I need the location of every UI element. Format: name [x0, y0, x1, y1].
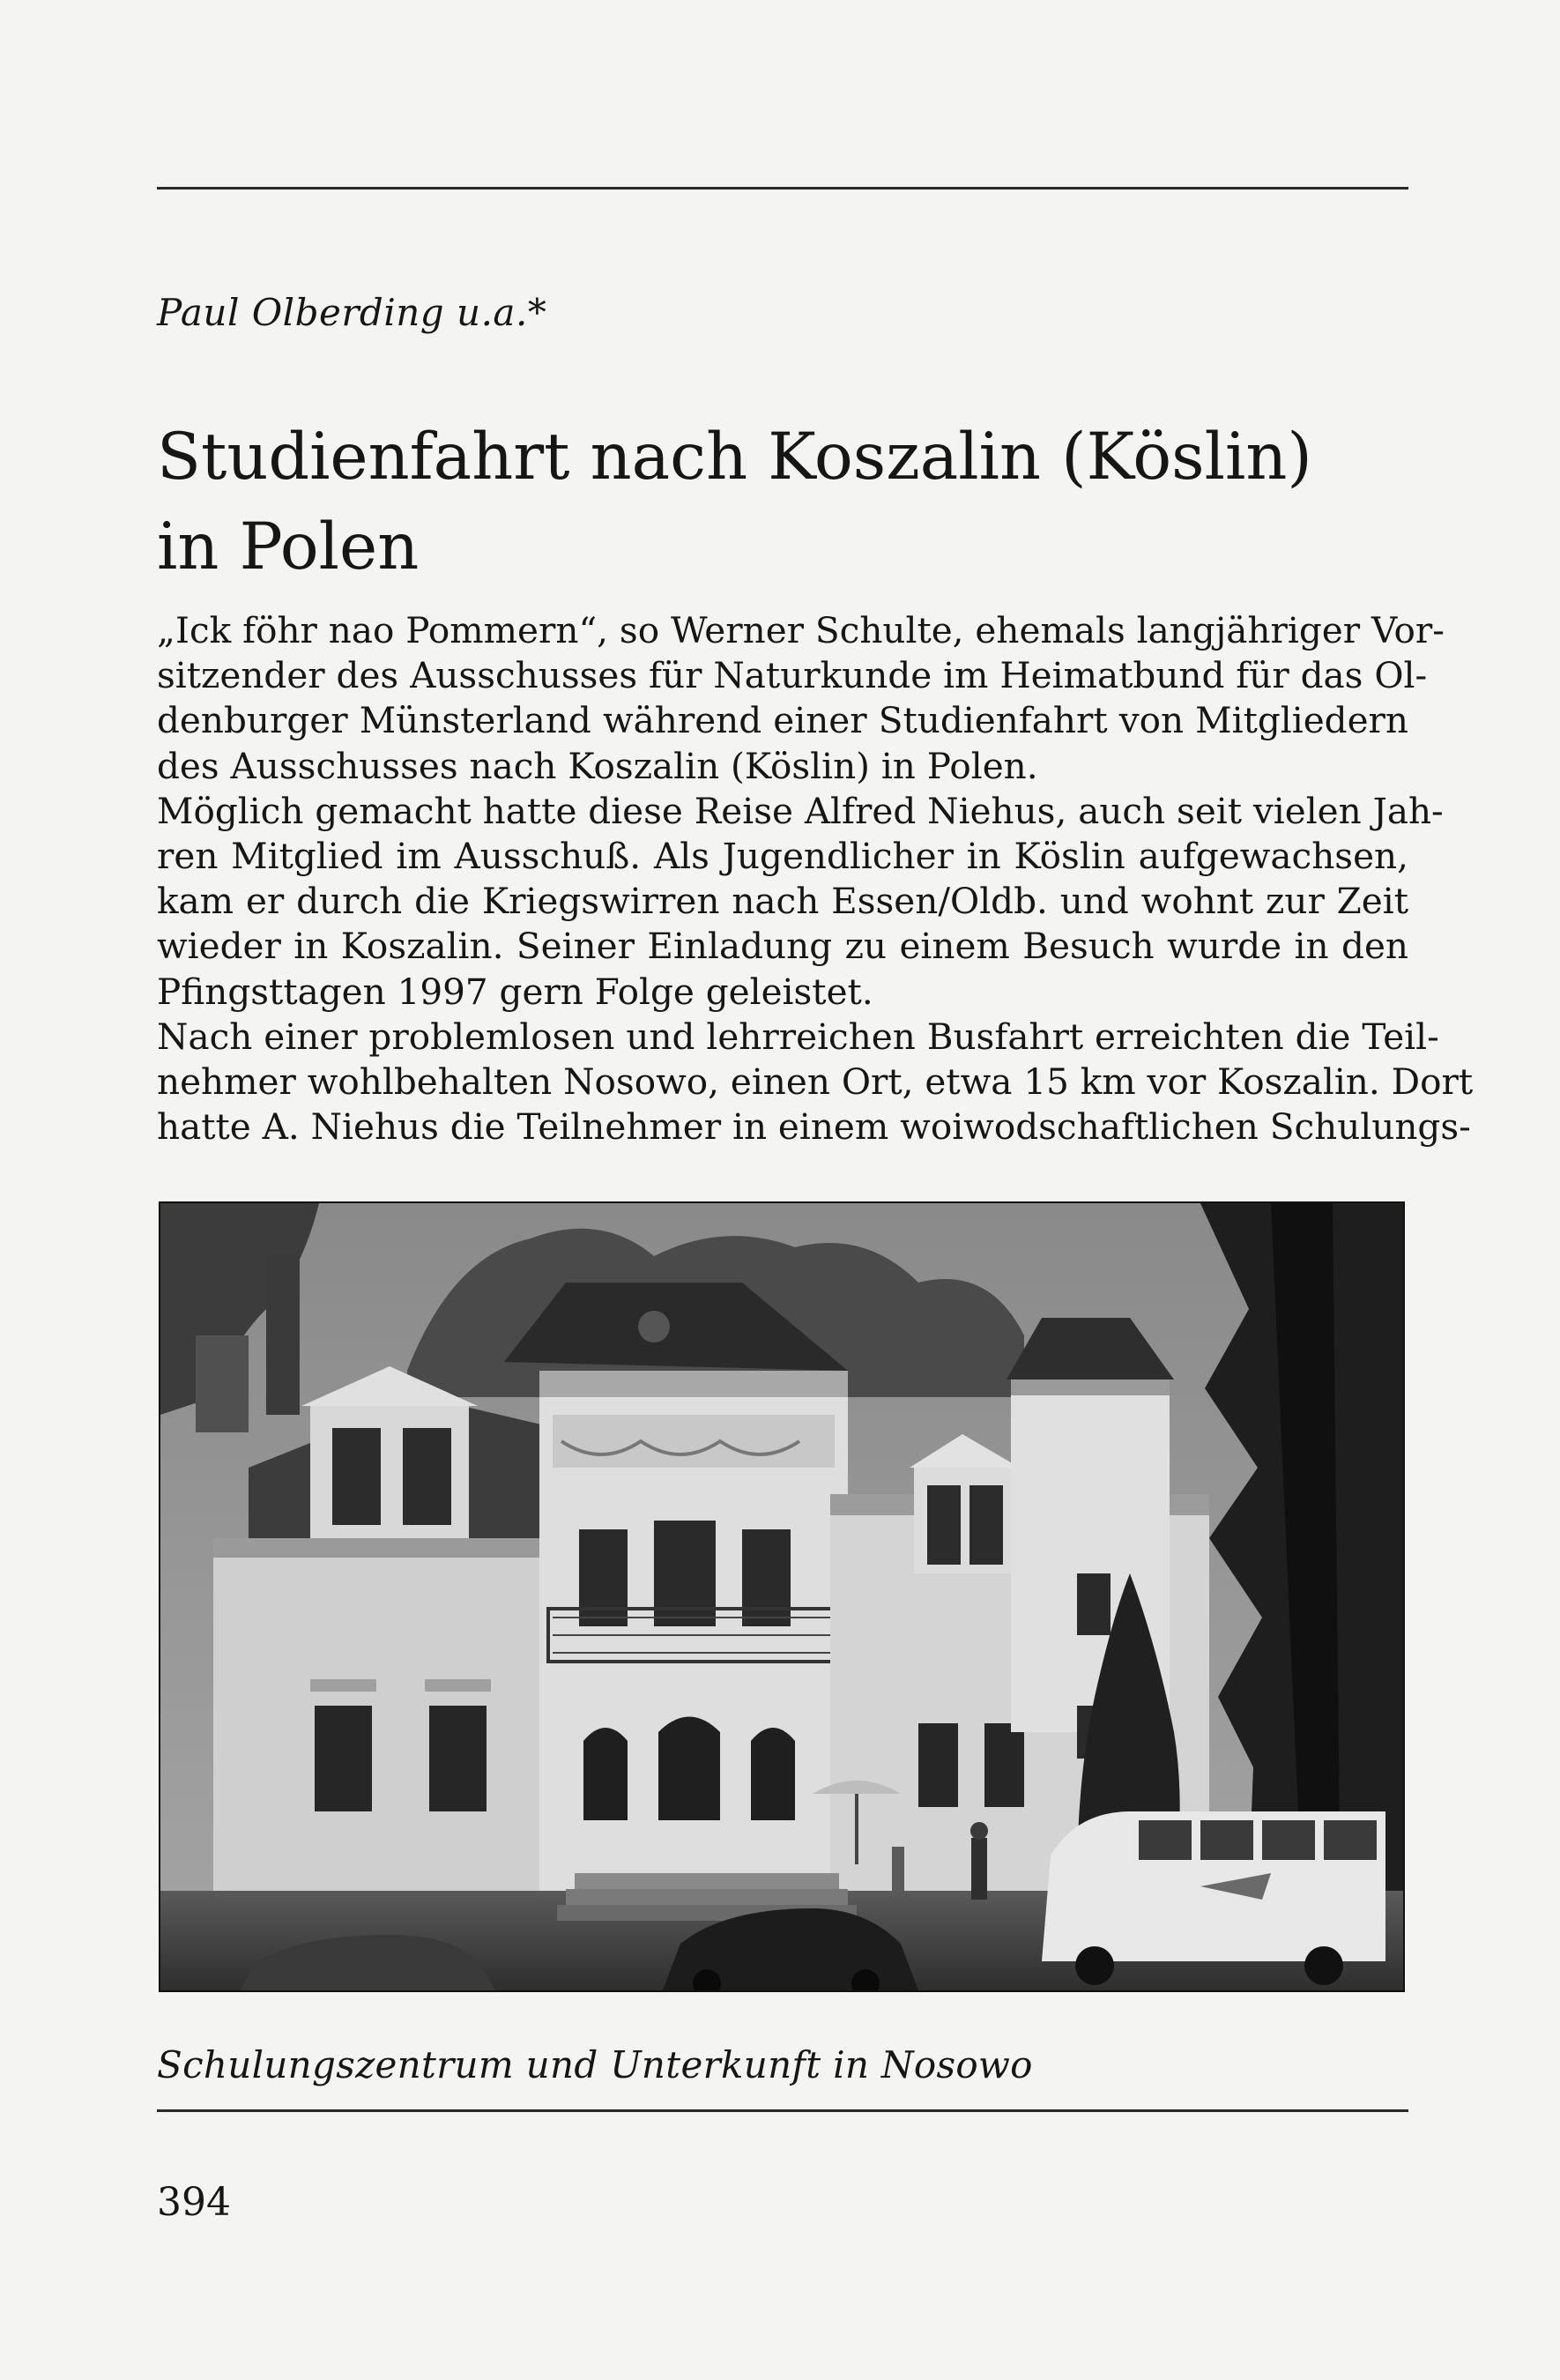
- body-line: Nach einer problemlosen und lehrreichen Busfahrt erreichten die Teil-: [157, 1015, 1439, 1058]
- body-line: sitzender des Ausschusses für Naturkunde im Heimatbund für das Ol-: [157, 654, 1428, 697]
- title-line: Studienfahrt nach Koszalin (Köslin): [157, 420, 1312, 495]
- page-number: 394: [157, 2180, 231, 2225]
- top-rule: [157, 187, 1408, 190]
- body-line: des Ausschusses nach Koszalin (Köslin) in Polen.: [157, 744, 1038, 787]
- body-line: „Ick föhr nao Pommern“, so Werner Schulte, ehemals langjähriger Vor-: [157, 609, 1445, 651]
- body-line: denburger Münsterland während einer Studienfahrt von Mitgliedern: [157, 699, 1408, 742]
- body-line: Pfingsttagen 1997 gern Folge geleistet.: [157, 970, 873, 1013]
- body-line: nehmer wohlbehalten Nosowo, einen Ort, etwa 15 km vor Koszalin. Dort: [157, 1060, 1474, 1103]
- body-line: kam er durch die Kriegswirren nach Essen/Oldb. und wohnt zur Zeit: [157, 880, 1408, 923]
- body-line: wieder in Koszalin. Seiner Einladung zu einem Besuch wurde in den: [157, 925, 1408, 968]
- article-title: [157, 413, 1408, 592]
- photo-caption: Schulungszentrum und Unterkunft in Nosowo: [157, 2043, 1033, 2086]
- article-body: [157, 608, 1474, 1149]
- building-photo-illustration: [160, 1203, 1403, 1990]
- body-line: ren Mitglied im Ausschuß. Als Jugendlicher in Köslin aufgewachsen,: [157, 834, 1408, 877]
- bottom-rule: [157, 2109, 1408, 2112]
- building-photo: [159, 1201, 1405, 1992]
- body-line: Möglich gemacht hatte diese Reise Alfred Niehus, auch seit vielen Jah-: [157, 789, 1444, 832]
- title-line: in Polen: [157, 509, 420, 584]
- body-line: hatte A. Niehus die Teilnehmer in einem woiwodschaftlichen Schulungs-: [157, 1105, 1471, 1149]
- author-line: Paul Olberding u.a.*: [157, 291, 547, 334]
